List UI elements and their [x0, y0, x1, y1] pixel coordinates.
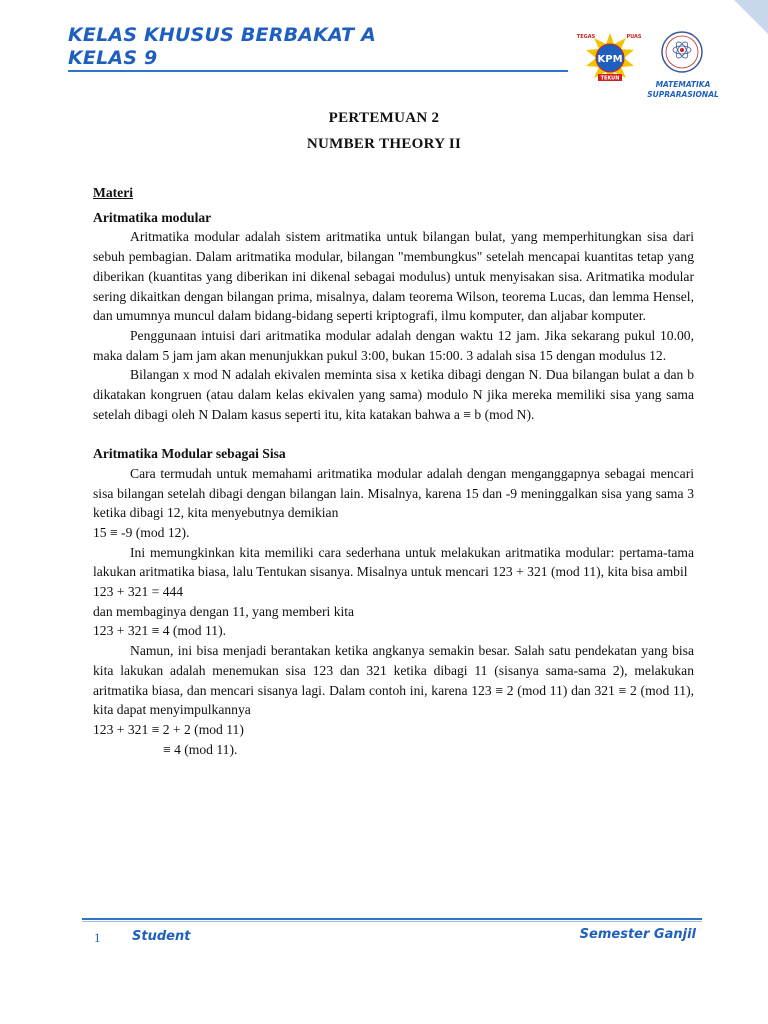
paragraph: Penggunaan intuisi dari aritmatika modular adalah dengan waktu 12 jam. Jika sekarang pukul 10.00, maka dalam 5 jam jam akan menunjukkan pukul 3:00, bukan 15:00. 3 adalah sisa 15 dengan modulus 12. [93, 327, 694, 363]
kpm-logo-center-text: KPM [597, 54, 623, 65]
footer-rule-secondary [82, 921, 702, 922]
materi-heading: Materi [93, 185, 133, 200]
header-rule [68, 70, 568, 72]
footer-left-label: Student [132, 929, 191, 944]
equation: 15 ≡ -9 (mod 12). [93, 524, 190, 540]
document-body [93, 183, 694, 759]
page-subtitle: NUMBER THEORY II [306, 136, 462, 152]
equation: 123 + 321 ≡ 2 + 2 (mod 11) [93, 721, 244, 737]
text-line: dan membaginya dengan 11, yang memberi kita [93, 603, 355, 619]
header-title [68, 24, 376, 70]
page-title: PERTEMUAN 2 [328, 110, 440, 126]
paragraph: Ini memungkinkan kita memiliki cara sederhana untuk melakukan aritmatika modular: pertama-tama lakukan aritmatika biasa, lalu Tentukan sisanya. Misalnya untuk mencari 123 + 321 (mod 11), kita bisa ambil [93, 544, 694, 580]
kpm-logo-ribbon: TEKUN [600, 75, 620, 82]
corner-decoration [734, 0, 768, 34]
kpm-logo-arc-right: PUAS [626, 34, 642, 40]
equation: 123 + 321 ≡ 4 (mod 11). [93, 623, 227, 639]
footer-right-label: Semester Ganjil [579, 927, 696, 942]
math-logo-caption-2: SUPRARASIONAL [647, 90, 719, 99]
section-heading-modular-sisa: Aritmatika Modular sebagai Sisa [93, 446, 286, 462]
kpm-logo-arc-left: TEGAS [576, 34, 596, 40]
footer-rule [82, 918, 702, 920]
paragraph: Cara termudah untuk memahami aritmatika modular adalah dengan menganggapnya sebagai mencari sisa bilangan setelah dibagi dengan bilangan lain. Misalnya, karena 15 dan -9 meninggalkan sisa yang sama 3 ketika dibagi 12, kita menyebutnya demikian [93, 465, 694, 521]
paragraph: Aritmatika modular adalah sistem aritmatika untuk bilangan bulat, yang memperhitungkan sisa dari sebuh pembagian. Dalam aritmatika modular, bilangan "membungkus" setelah mencapai kuantitas tetap yang diberikan (kuantitas yang diberikan ini dikenal sebagai modulus) untuk menyisakan sisa. Aritmatika modular sering dikaitkan dengan bilangan prima, misalnya, dalam teorema Wilson, teorema Lucas, dan lemma Hensel, dan umumnya muncul dalam bidang-bidang seperti kriptografi, ilmu komputer, dan aljabar komputer. [93, 229, 694, 324]
kpm-logo [572, 30, 648, 82]
math-logo [660, 30, 704, 74]
page-number: 1 [94, 930, 101, 945]
equation: ≡ 4 (mod 11). [163, 741, 238, 757]
math-logo-caption [638, 80, 728, 100]
header-line-2: KELAS 9 [68, 47, 158, 69]
section-heading-aritmatika-modular: Aritmatika modular [93, 209, 212, 225]
paragraph: Bilangan x mod N adalah ekivalen meminta sisa x ketika dibagi dengan N. Dua bilangan bulat a dan b dikatakan kongruen (atau dalam kelas ekivalen yang sama) modulo N jika mereka memiliki sisa yang sama setelah dibagi oleh N Dalam kasus seperti itu, kita katakan bahwa a ≡ b (mod N). [93, 367, 694, 422]
math-logo-caption-1: MATEMATIKA [655, 80, 711, 89]
equation: 123 + 321 = 444 [93, 584, 184, 600]
paragraph: Namun, ini bisa menjadi berantakan ketika angkanya semakin besar. Salah satu pendekatan yang bisa kita lakukan adalah menemukan sisa 123 dan 321 ketika dibagi 11 (sisanya sama-sama 2), melakukan aritmatika biasa, dan mencari sisanya lagi. Dalam contoh ini, karena 123 ≡ 2 (mod 11) dan 321 ≡ 2 (mod 11), kita dapat menyimpulkannya [93, 643, 694, 718]
header-line-1: KELAS KHUSUS BERBAKAT A [68, 24, 377, 46]
